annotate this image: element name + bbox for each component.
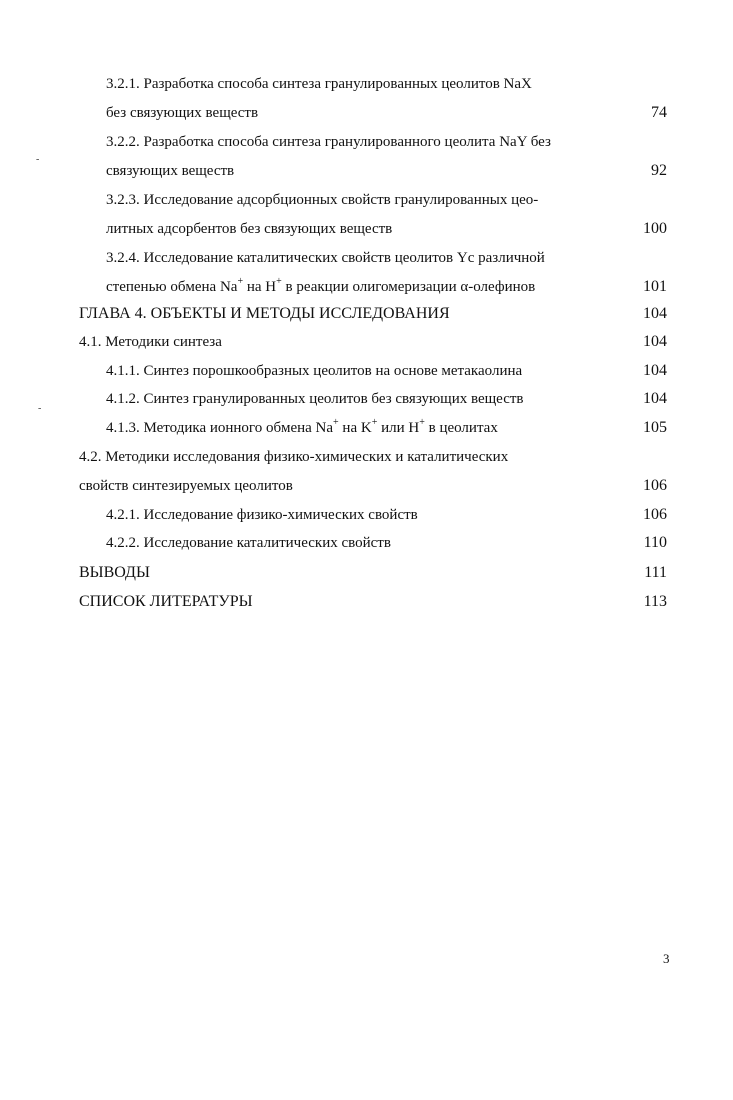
toc-entry-text: 3.2.4. Исследование каталитических свойств цеолитов Yc различной bbox=[106, 250, 545, 266]
toc-text-part: на K bbox=[338, 420, 372, 436]
toc-entry-text: 4.1.2. Синтез гранулированных цеолитов без связующих веществ bbox=[106, 391, 524, 407]
toc-page-number: 74 bbox=[651, 104, 667, 121]
toc-text-part: в цеолитах bbox=[424, 420, 498, 436]
toc-page-number: 104 bbox=[643, 305, 667, 322]
superscript: + bbox=[419, 417, 425, 428]
toc-entry-text: 3.2.1. Разработка способа синтеза гранулированных цеолитов NaX bbox=[106, 76, 532, 92]
toc-page-number: 104 bbox=[643, 333, 667, 350]
toc-page-number: 111 bbox=[644, 564, 667, 581]
toc-entry-text bbox=[106, 416, 498, 440]
toc-chapter-title: ВЫВОДЫ bbox=[79, 564, 150, 581]
toc-entry-text: 4.1.1. Синтез порошкообразных цеолитов на основе метакаолина bbox=[106, 363, 523, 379]
toc-page-number: 101 bbox=[643, 278, 667, 295]
toc-entry-text: связующих веществ bbox=[106, 163, 235, 179]
superscript: + bbox=[237, 276, 244, 287]
toc-section-title: свойств синтезируемых цеолитов bbox=[79, 478, 293, 494]
toc-text-part: в реакции олигомеризации α-олефинов bbox=[281, 279, 536, 295]
toc-text-part: 4.1.3. Методика ионного обмена Na bbox=[106, 420, 334, 436]
toc-page-number: 113 bbox=[643, 593, 667, 610]
toc-page-number: 104 bbox=[643, 362, 667, 379]
toc-text-part: на H bbox=[243, 279, 277, 295]
toc-text-part: или H bbox=[377, 420, 420, 436]
toc-entry-text: 3.2.3. Исследование адсорбционных свойств гранулированных цео- bbox=[106, 192, 539, 208]
toc-entry-text: 3.2.2. Разработка способа синтеза гранулированного цеолита NaY без bbox=[106, 134, 551, 150]
toc-page-number: 92 bbox=[651, 162, 667, 179]
toc-entry-text: литных адсорбентов без связующих веществ bbox=[106, 221, 393, 237]
toc-page-number: 106 bbox=[643, 506, 667, 523]
toc-entry-text bbox=[106, 275, 535, 299]
toc-page-number: 106 bbox=[643, 477, 667, 494]
superscript: + bbox=[276, 276, 282, 287]
toc-entry-text: без связующих веществ bbox=[106, 105, 259, 121]
scan-speck: - bbox=[38, 403, 42, 414]
toc-page-number: 105 bbox=[643, 419, 667, 436]
toc-section-title: 4.2. Методики исследования физико-химических и каталитических bbox=[79, 449, 509, 465]
toc-chapter-title: ГЛАВА 4. ОБЪЕКТЫ И МЕТОДЫ ИССЛЕДОВАНИЯ bbox=[79, 305, 450, 322]
toc-page-number: 100 bbox=[643, 220, 667, 237]
superscript: + bbox=[333, 417, 339, 428]
toc-entry-text: 4.2.1. Исследование физико-химических свойств bbox=[106, 507, 418, 523]
superscript: + bbox=[371, 417, 378, 428]
scan-speck: - bbox=[36, 154, 40, 165]
toc-page-number: 110 bbox=[643, 534, 667, 551]
toc-chapter-title: СПИСОК ЛИТЕРАТУРЫ bbox=[79, 593, 253, 610]
toc-entry-text: 4.2.2. Исследование каталитических свойств bbox=[106, 535, 391, 551]
toc-section-title: 4.1. Методики синтеза bbox=[79, 334, 222, 350]
toc-text-part: степенью обмена Na bbox=[106, 279, 238, 295]
toc-page-number: 104 bbox=[643, 390, 667, 407]
page-number: 3 bbox=[663, 951, 670, 966]
